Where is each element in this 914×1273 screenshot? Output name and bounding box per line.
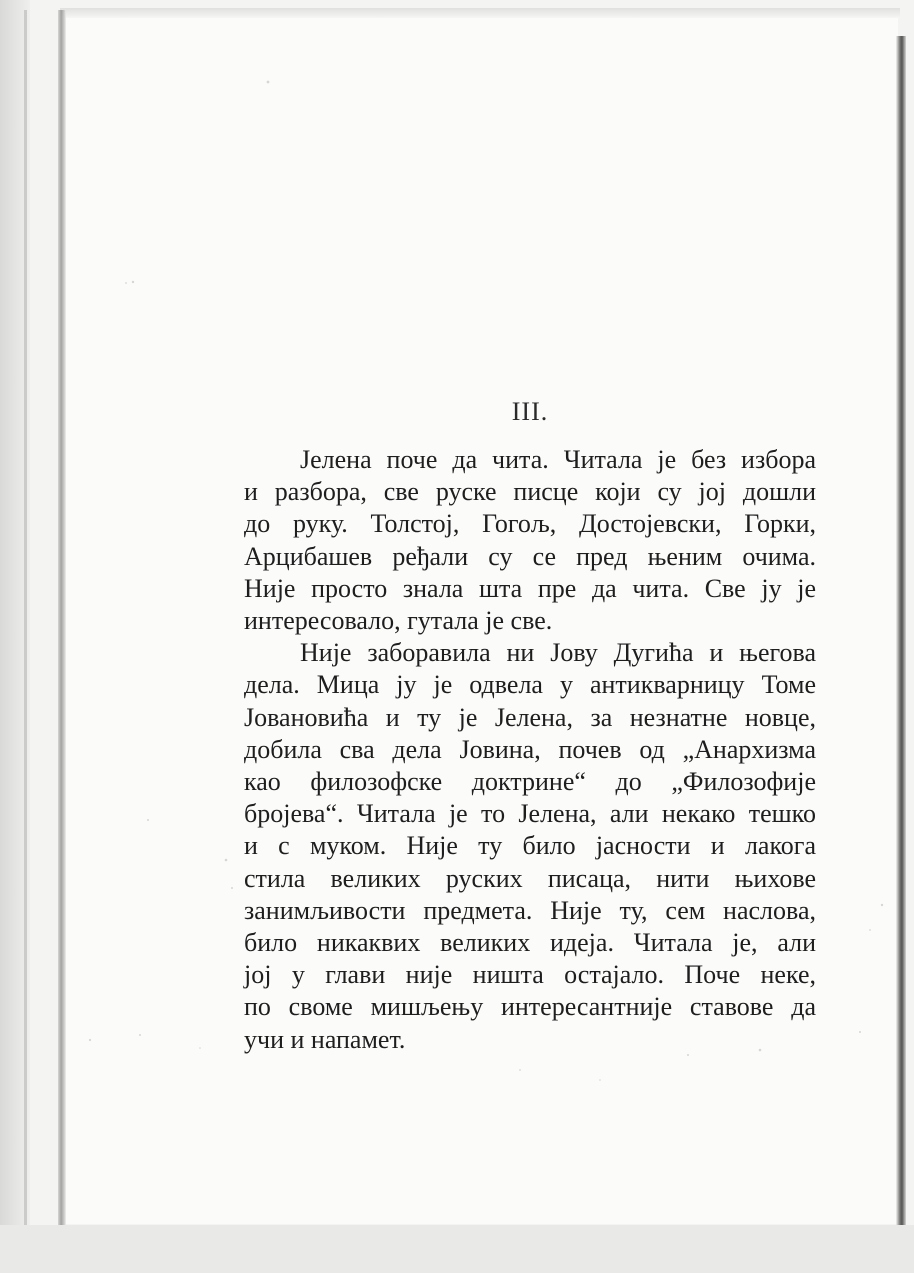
text-line: бројева“. Читала је то Јелена, али некако тешко bbox=[244, 799, 816, 829]
text-line: Јелена поче да чита. Читала је без избора bbox=[300, 445, 816, 474]
paragraph-1 bbox=[244, 444, 816, 637]
text-line: стила великих руских писаца, нити њихове bbox=[244, 863, 816, 893]
bottom-scan-band bbox=[0, 1225, 914, 1273]
text-line: и с муком. Није ту било јасности и лакога bbox=[244, 831, 816, 861]
text-line: добила сва дела Јовина, почев од „Анархизма bbox=[244, 734, 816, 764]
paragraph-2 bbox=[244, 637, 816, 1056]
text-line: Јовановића и ту је Јелена, за незнатне новце, bbox=[244, 702, 816, 732]
text-line: Није заборавила ни Јову Дугића и његова bbox=[300, 638, 816, 668]
text-line: до руку. Толстој, Гогољ, Достојевски, Горки, bbox=[244, 509, 816, 539]
text-line: и разбора, све руске писце који су јој дошли bbox=[244, 477, 816, 507]
text-line: интересовало, гутала је све. bbox=[244, 606, 553, 636]
page-right-edge bbox=[896, 36, 906, 1226]
text-line: било никаквих великих идеја. Читала је, али bbox=[244, 928, 816, 958]
text-line: јој у глави није ништа остајало. Поче неке, bbox=[244, 960, 816, 990]
text-line: Арцибашев ређали су се пред њеним очима. bbox=[244, 541, 816, 571]
chapter-heading: III. bbox=[511, 397, 549, 426]
text-line: као филозофске доктрине“ до „Филозофије bbox=[244, 767, 816, 797]
page-left-edge bbox=[58, 10, 66, 1225]
body-text bbox=[244, 444, 816, 1056]
text-line: по своме мишљењу интересантније ставове да bbox=[244, 992, 816, 1022]
left-margin-line bbox=[24, 10, 27, 1225]
text-line: учи и напамет. bbox=[244, 1024, 406, 1054]
text-line: Није просто знала шта пре да чита. Све ју је bbox=[244, 573, 816, 603]
text-line: занимљивости предмета. Није ту, сем наслова, bbox=[244, 895, 816, 925]
top-page-edge bbox=[60, 8, 900, 18]
text-line: дела. Мица ју је одвела у антикварницу Томе bbox=[244, 670, 816, 700]
